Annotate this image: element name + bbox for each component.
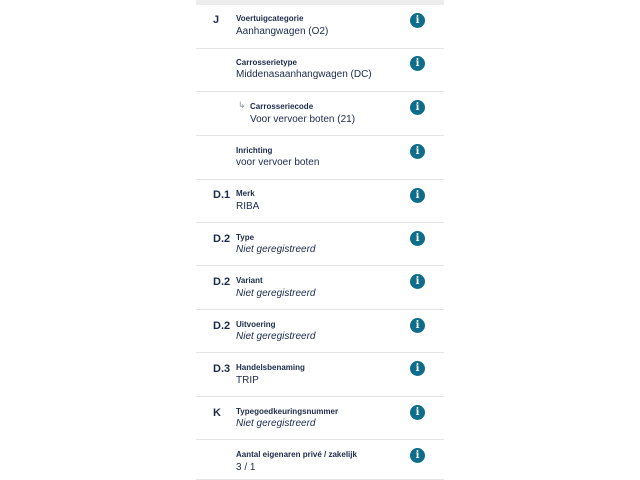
detail-row-aantal-eigenaren <box>196 440 444 480</box>
row-value: Niet geregistreerd <box>236 331 316 342</box>
detail-row-handelsbenaming <box>196 353 444 397</box>
row-code: D.2 <box>213 233 231 245</box>
row-value: Niet geregistreerd <box>236 288 316 299</box>
info-icon[interactable]: i <box>410 274 425 289</box>
row-label: Uitvoering <box>236 320 276 329</box>
detail-row-voertuigcategorie <box>196 5 444 49</box>
row-code: J <box>213 14 220 26</box>
info-icon[interactable]: i <box>410 448 425 463</box>
row-value: Niet geregistreerd <box>236 418 316 429</box>
info-icon[interactable]: i <box>410 13 425 28</box>
row-value: TRIP <box>236 375 259 386</box>
info-icon[interactable]: i <box>410 144 425 159</box>
info-icon[interactable]: i <box>410 188 425 203</box>
row-label: Merk <box>236 189 255 198</box>
row-code: D.3 <box>213 363 231 375</box>
row-value: Middenasaanhangwagen (DC) <box>236 69 372 80</box>
detail-row-type <box>196 223 444 266</box>
info-icon[interactable]: i <box>410 405 425 420</box>
info-icon[interactable]: i <box>410 361 425 376</box>
row-label: Carrosseriecode <box>250 102 314 111</box>
row-label: Aantal eigenaren privé / zakelijk <box>236 450 357 459</box>
detail-row-variant <box>196 266 444 310</box>
info-icon[interactable]: i <box>410 56 425 71</box>
info-icon[interactable]: i <box>410 100 425 115</box>
row-label: Type <box>236 233 255 242</box>
row-label: Variant <box>236 276 263 285</box>
detail-row-carrosseriecode <box>196 92 444 136</box>
row-code: D.2 <box>213 320 231 332</box>
row-label: Handelsbenaming <box>236 363 305 372</box>
row-code: D.1 <box>213 189 231 201</box>
row-label: Voertuigcategorie <box>236 14 304 23</box>
row-label: Carrosserietype <box>236 58 297 67</box>
row-value: Aanhangwagen (O2) <box>236 26 329 37</box>
detail-row-inrichting <box>196 136 444 180</box>
row-code: D.2 <box>213 276 231 288</box>
vehicle-details-panel <box>196 0 444 480</box>
detail-row-uitvoering <box>196 310 444 353</box>
detail-row-merk <box>196 180 444 223</box>
subitem-arrow-icon: ↳ <box>238 100 246 110</box>
row-label: Inrichting <box>236 146 273 155</box>
row-value: Niet geregistreerd <box>236 244 316 255</box>
detail-row-carrosserietype <box>196 49 444 92</box>
row-value: voor vervoer boten <box>236 157 320 168</box>
row-value: Voor vervoer boten (21) <box>250 114 356 125</box>
info-icon[interactable]: i <box>410 318 425 333</box>
row-label: Typegoedkeuringsnummer <box>236 407 339 416</box>
row-value: 3 / 1 <box>236 462 256 473</box>
detail-row-typegoedkeuringsnummer <box>196 397 444 440</box>
row-code: K <box>213 407 221 419</box>
row-value: RIBA <box>236 201 260 212</box>
info-icon[interactable]: i <box>410 231 425 246</box>
